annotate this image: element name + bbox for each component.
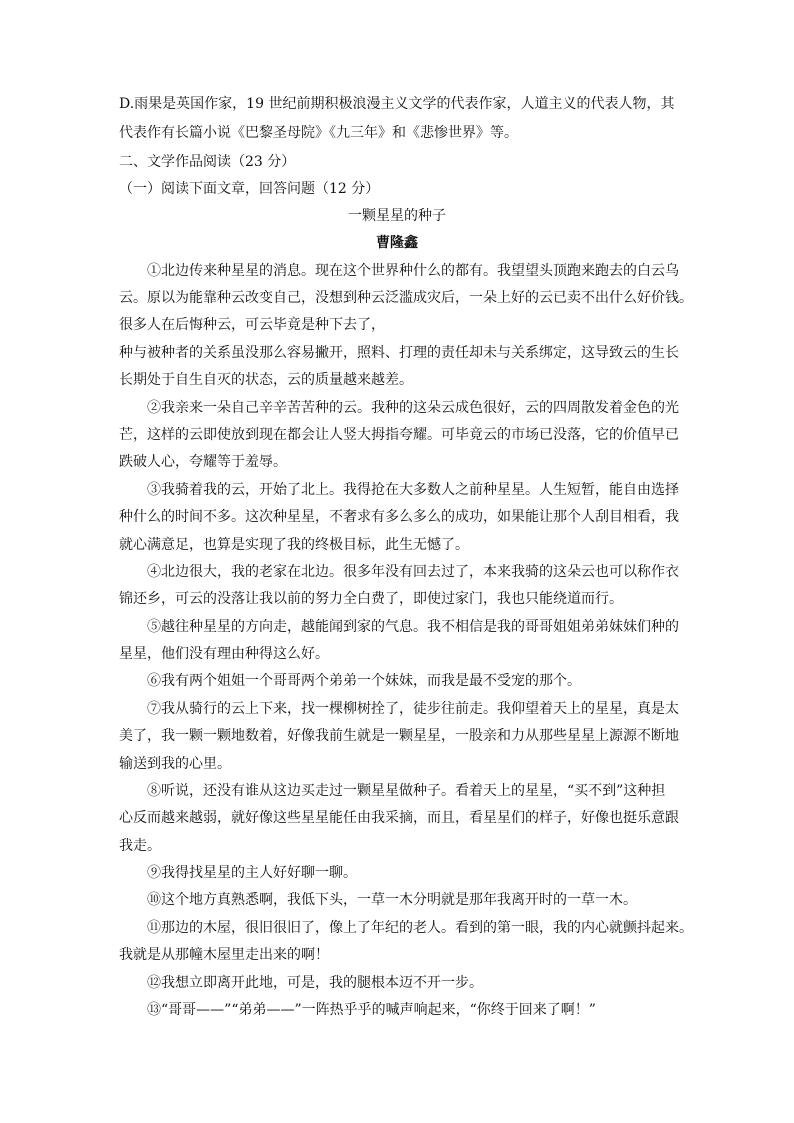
paragraph-line: 就心满意足，也算是实现了我的终极目标，此生无憾了。 (119, 537, 469, 553)
article-author: 曹隆鑫 (376, 235, 418, 251)
paragraph-line: 种什么的时间不多。这次种星星，不奢求有多么多么的成功，如果能让那个人刮目相看，我 (119, 509, 679, 525)
option-d-line-1: D.雨果是英国作家，19 世纪前期积极浪漫主义文学的代表作家，人道主义的代表人物，其 (119, 96, 675, 112)
paragraph-line: ③我骑着我的云，开始了北上。我得抢在大多数人之前种星星。人生短暂，能自由选择 (147, 482, 679, 498)
paragraph-line: ⑦我从骑行的云上下来，找一棵柳树拴了，徒步往前走。我仰望着天上的星星，真是太 (147, 701, 679, 717)
paragraph-line: ⑥我有两个姐姐一个哥哥两个弟弟一个妹妹，而我是最不受宠的那个。 (147, 673, 581, 689)
paragraph-line: 锦还乡，可云的没落让我以前的努力全白费了，即使过家门，我也只能绕道而行。 (119, 591, 623, 607)
paragraph-line: ⑪那边的木屋，很旧很旧了，像上了年纪的老人。看到的第一眼，我的内心就颤抖起来。 (147, 920, 693, 936)
section-heading: 二、文学作品阅读（23 分） (119, 154, 296, 170)
paragraph-line: 跌破人心，夸耀等于羞辱。 (119, 454, 287, 470)
paragraph-line: 云。原以为能靠种云改变自己，没想到种云泛滥成灾后，一朵上好的云已卖不出什么好价钱。 (119, 290, 693, 306)
subsection-heading: （一）阅读下面文章，回答问题（12 分） (119, 181, 380, 197)
paragraph-line: 种与被种者的关系虽没那么容易撇开，照料、打理的责任却未与关系绑定，这导致云的生长 (119, 345, 679, 361)
paragraph-line: ⑬“哥哥——”“弟弟——”一阵热乎乎的喊声响起来，“你终于回来了啊！” (147, 1002, 596, 1018)
paragraph-line: ⑤越往种星星的方向走，越能闻到家的气息。我不相信是我的哥哥姐姐弟弟妹妹们种的 (147, 619, 679, 635)
paragraph-line: ⑫我想立即离开此地，可是，我的腿根本迈不开一步。 (147, 975, 483, 991)
paragraph-line: ⑨我得找星星的主人好好聊一聊。 (147, 865, 357, 881)
article-title: 一颗星星的种子 (348, 208, 446, 224)
paragraph-line: 输送到我的心里。 (119, 756, 231, 772)
paragraph-line: 我走。 (119, 838, 161, 854)
paragraph-line: 很多人在后悔种云，可云毕竟是种下去了， (119, 317, 385, 333)
paragraph-line: ⑩这个地方真熟悉啊，我低下头，一草一木分明就是那年我离开时的一草一木。 (147, 892, 637, 908)
paragraph-line: 星星，他们没有理由种得这么好。 (119, 646, 329, 662)
paragraph-line: ②我亲来一朵自己辛辛苦苦种的云。我种的这朵云成色很好，云的四周散发着金色的光 (147, 400, 679, 416)
paragraph-line: 心反而越来越弱，就好像这些星星能任由我采摘，而且，看星星们的样子，好像也挺乐意跟 (119, 810, 679, 826)
option-d-line-2: 代表作有长篇小说《巴黎圣母院》《九三年》和《悲惨世界》等。 (119, 125, 518, 141)
paragraph-line: 美了，我一颗一颗地数着，好像我前生就是一颗星星，一股亲和力从那些星星上源源不断地 (119, 728, 679, 744)
paragraph-line: ⑧听说，还没有谁从这边买走过一颗星星做种子。看着天上的星星，“买不到”这种担 (147, 783, 666, 799)
paragraph-line: 我就是从那幢木屋里走出来的啊！ (119, 947, 329, 963)
paragraph-line: ④北边很大，我的老家在北边。很多年没有回去过了，本来我骑的这朵云也可以称作衣 (147, 564, 679, 580)
paragraph-line: ①北边传来种星星的消息。现在这个世界种什么的都有。我望望头顶跑来跑去的白云乌 (147, 263, 679, 279)
paragraph-line: 芒，这样的云即使放到现在都会让人竖大拇指夸耀。可毕竟云的市场已没落，它的价值早已 (119, 427, 679, 443)
paragraph-line: 长期处于自生自灭的状态，云的质量越来越差。 (119, 372, 413, 388)
